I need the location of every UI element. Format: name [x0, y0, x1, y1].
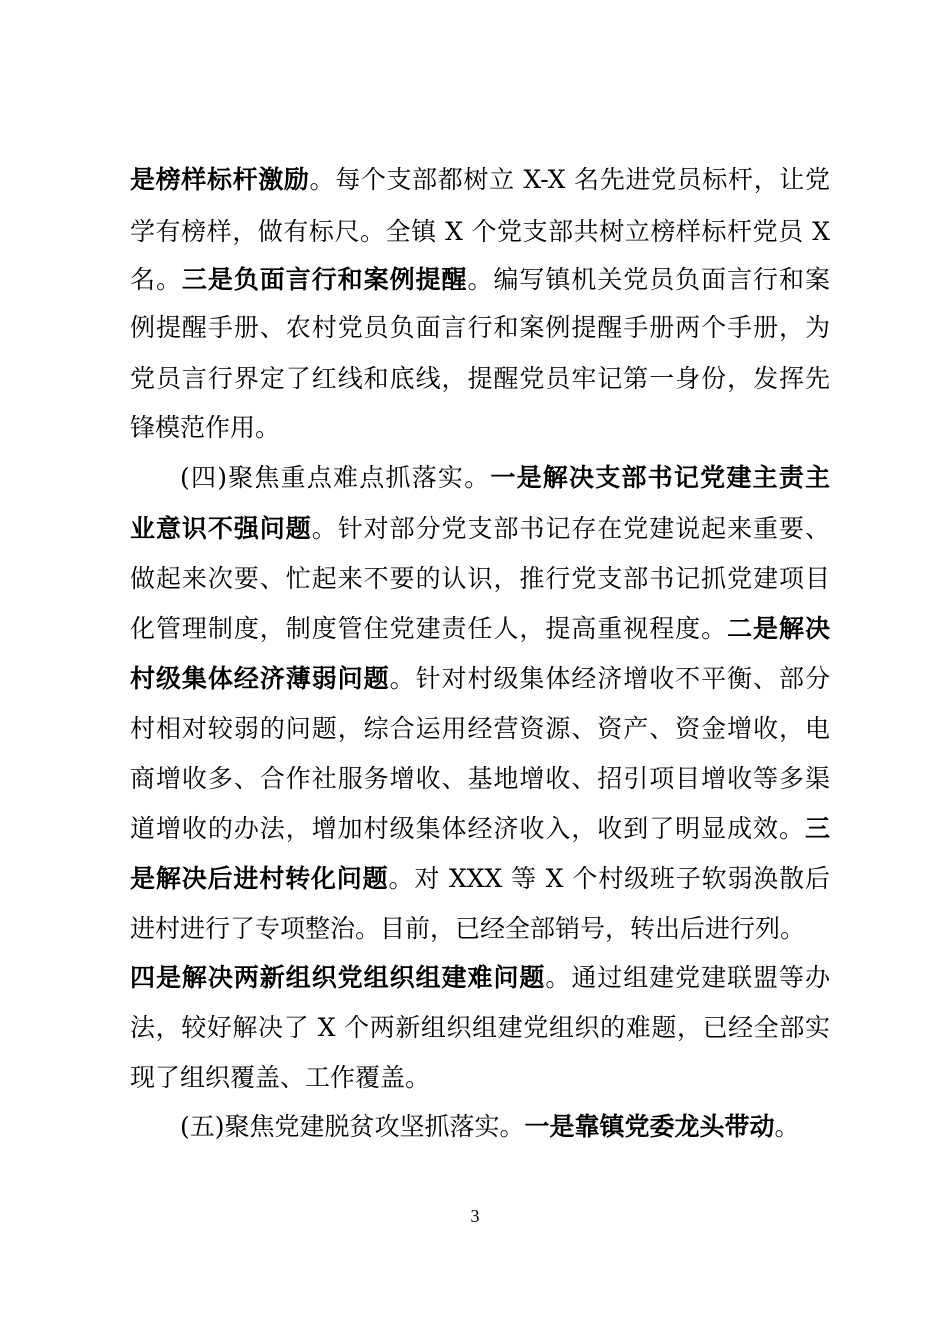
text-segment: 。编写镇机关党员负面言行和案 [467, 265, 830, 294]
bold-text-segment: 是榜样标杆激励 [130, 165, 310, 194]
bold-text-segment: 一是解决支部书记党建主责主 [490, 463, 830, 492]
text-segment: 。 [774, 1112, 800, 1141]
text-segment: 。通过组建党建联盟等办 [545, 963, 830, 992]
text-line [130, 205, 830, 259]
text-line [130, 702, 830, 756]
text-line [130, 951, 830, 1005]
text-segment: 。每个支部都树立 X-X 名先进党员标杆，让党 [309, 165, 830, 194]
page-number: 3 [470, 1206, 480, 1226]
text-line [130, 652, 830, 706]
text-segment: 商增收多、合作社服务增收、基地增收、招引项目增收等多渠 [130, 764, 830, 793]
text-segment: 。对 XXX 等 X 个村级班子软弱涣散后 [388, 864, 830, 893]
bold-text-segment: 四是解决两新组织党组织组建难问题 [130, 963, 546, 992]
bold-text-segment: 三 [804, 814, 830, 843]
text-segment: 现了组织覆盖、工作覆盖。 [130, 1063, 431, 1092]
text-line [130, 752, 830, 806]
bold-text-segment: 是解决后进村转化问题 [130, 864, 389, 893]
text-line [130, 1001, 830, 1055]
text-line [130, 1051, 830, 1105]
text-line [130, 552, 830, 606]
text-segment: 法，较好解决了 X 个两新组织组建党组织的难题，已经全部实 [130, 1013, 830, 1042]
text-segment: 。针对村级集体经济增收不平衡、部分 [389, 664, 830, 693]
text-line [130, 153, 830, 207]
text-segment: 党员言行界定了红线和底线，提醒党员牢记第一身份，发挥先 [130, 364, 830, 393]
bold-text-segment: 二是解决 [727, 614, 830, 643]
text-segment: 例提醒手册、农村党员负面言行和案例提醒手册两个手册，为 [130, 313, 830, 342]
text-segment: 进村进行了专项整治。目前，已经全部销号，转出后进行列。 [130, 914, 806, 943]
text-line [130, 253, 830, 307]
bold-text-segment: 三是负面言行和案例提醒 [181, 265, 468, 294]
text-line [130, 301, 830, 355]
bold-text-segment: 一是靠镇党委龙头带动 [524, 1112, 775, 1141]
text-line [130, 902, 830, 956]
text-segment: 名。 [130, 265, 182, 294]
text-line [180, 451, 830, 505]
text-segment: 做起来次要、忙起来不要的认识，推行党支部书记抓党建项目 [130, 564, 830, 593]
text-segment: 化管理制度，制度管住党建责任人，提高重视程度。 [130, 614, 728, 643]
text-segment: 锋模范作用。 [130, 413, 281, 442]
text-segment: 道增收的办法，增加村级集体经济收入，收到了明显成效。 [130, 814, 805, 843]
bold-text-segment: 村级集体经济薄弱问题 [130, 664, 390, 693]
text-line [130, 352, 830, 406]
text-line [130, 602, 830, 656]
text-line [130, 401, 830, 455]
text-segment: 学有榜样，做有标尺。全镇 X 个党支部共树立榜样标杆党员 X [130, 217, 830, 246]
text-segment: 。针对部分党支部书记存在党建说起来重要、 [311, 514, 830, 543]
text-line [130, 852, 830, 906]
text-line [130, 502, 830, 556]
text-segment: 村相对较弱的问题，综合运用经营资源、资产、资金增收，电 [130, 714, 830, 743]
bold-text-segment: 业意识不强问题 [130, 514, 312, 543]
text-segment: (四)聚焦重点难点抓落实。 [180, 463, 491, 492]
text-segment: (五)聚焦党建脱贫攻坚抓落实。 [180, 1112, 525, 1141]
text-line [130, 802, 830, 856]
text-line [180, 1100, 830, 1154]
